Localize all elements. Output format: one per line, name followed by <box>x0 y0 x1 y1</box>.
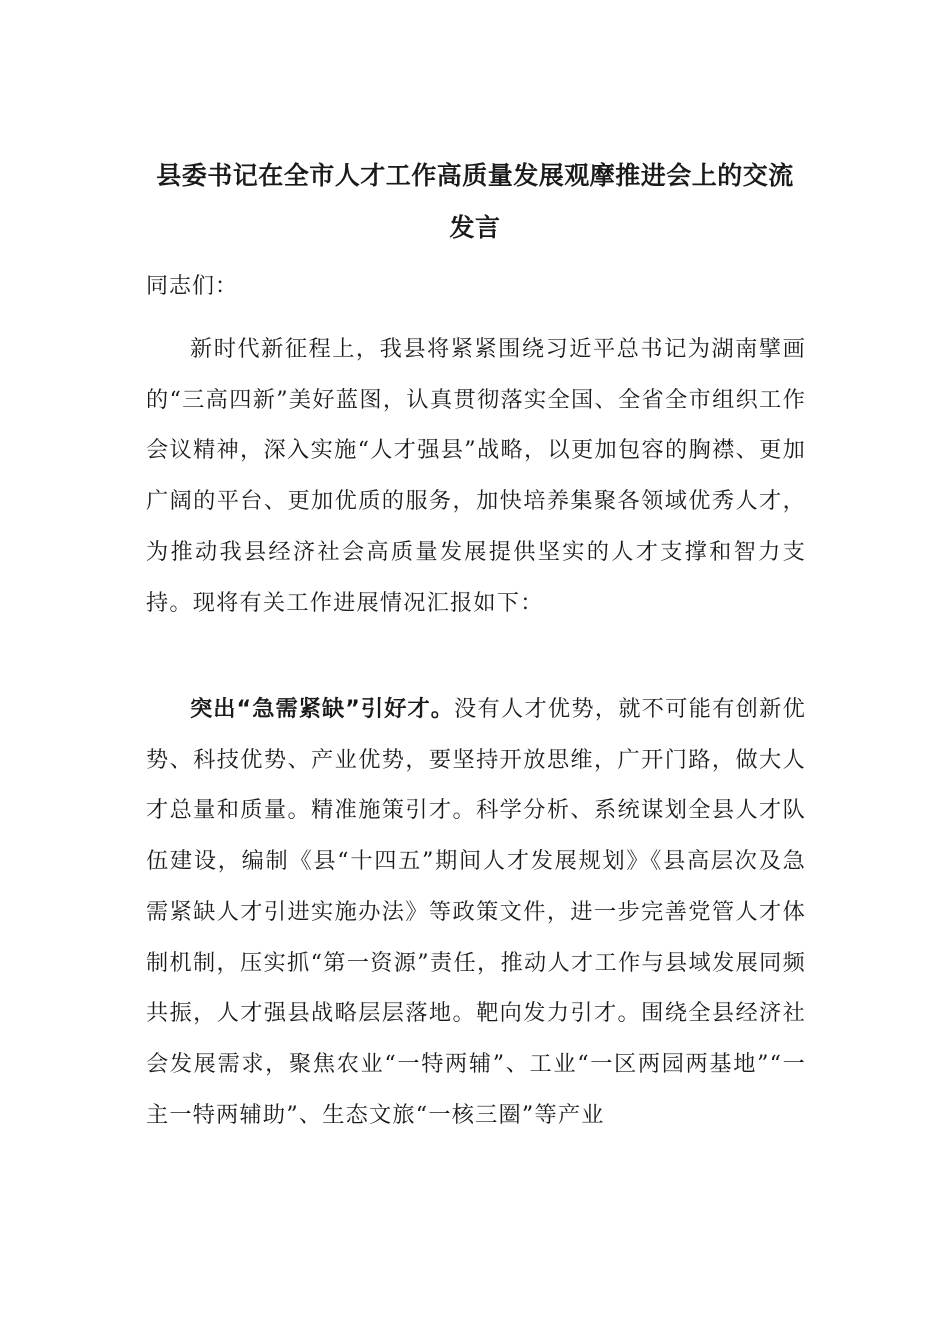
paragraph-talent-introduction <box>146 684 806 1140</box>
document-title-line2: 发言 <box>449 213 501 242</box>
paragraph-intro: 新时代新征程上，我县将紧紧围绕习近平总书记为湖南擘画的“三高四新”美好蓝图，认真贯彻落实全国、全省全市组织工作会议精神，深入实施“人才强县”战略，以更加包容的胸襟、更加广阔的平台、更加优质的服务，加快培养集聚各领域优秀人才，为推动我县经济社会高质量发展提供坚实的人才支撑和智力支持。现将有关工作进展情况汇报如下： <box>146 336 806 616</box>
paragraph-body-text: 没有人才优势，就不可能有创新优势、科技优势、产业优势，要坚持开放思维，广开门路，做大人才总量和质量。精准施策引才。科学分析、系统谋划全县人才队伍建设，编制《县“十四五”期间人才发展规划》《县高层次及急需紧缺人才引进实施办法》等政策文件，进一步完善党管人才体制机制，压实抓“第一资源”责任，推动人才工作与县域发展同频共振，人才强县战略层层落地。靶向发力引才。围绕全县经济社会发展需求，聚焦农业“一特两辅”、工业“一区两园两基地”“一主一特两辅助”、生态文旅“一核三圈”等产业 <box>146 696 806 1128</box>
document-title-line1: 县委书记在全市人才工作高质量发展观摩推进会上的交流 <box>156 161 794 190</box>
salutation: 同志们： <box>146 274 239 299</box>
paragraph-lead-heading: 突出“急需紧缺”引好才。 <box>190 696 455 722</box>
